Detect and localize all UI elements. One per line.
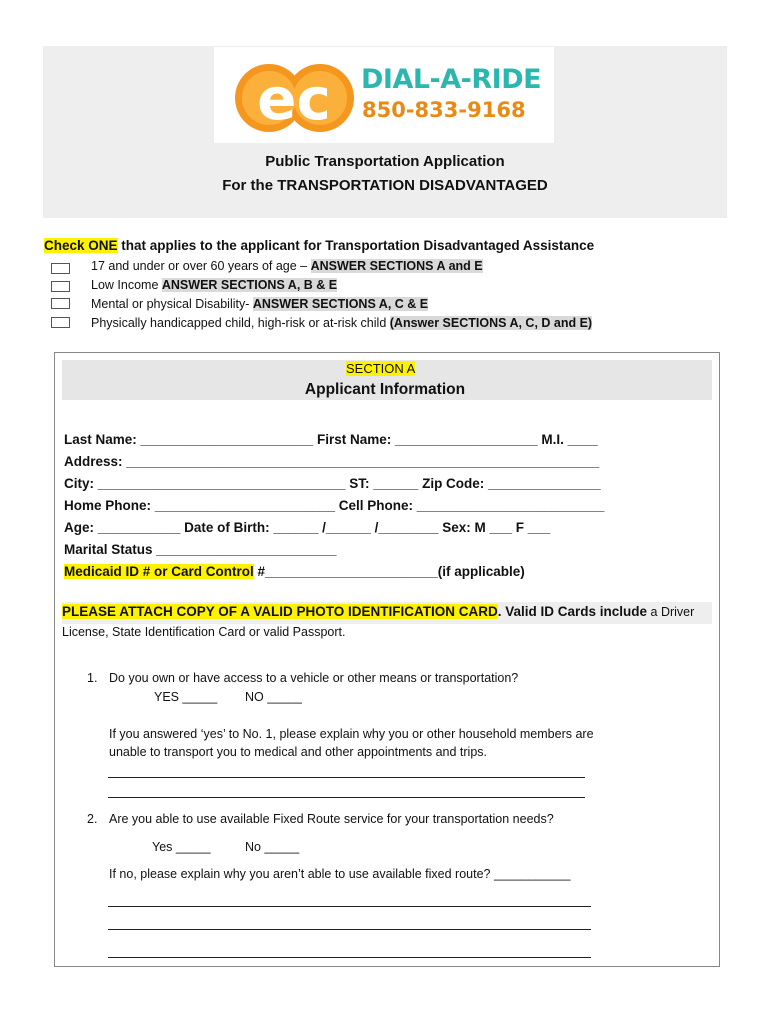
dial-a-ride-logo (214, 47, 554, 143)
q1-text: Do you own or have access to a vehicle or other means or transportation? (109, 671, 519, 685)
logo-letters: ec (257, 65, 331, 133)
option-child-text: Physically handicapped child, high-risk or at-risk child (91, 316, 390, 330)
option-age (91, 259, 483, 273)
page-subtitle: For the TRANSPORTATION DISADVANTAGED (222, 177, 548, 194)
check-one-lead: Check ONE (44, 238, 118, 253)
q2-yes[interactable]: Yes _____ (152, 840, 211, 854)
q1-followup-line1: If you answered ‘yes’ to No. 1, please explain why you or other household members are (109, 727, 594, 741)
q2-answer-line-3[interactable] (108, 957, 591, 958)
city-state-zip-fields[interactable]: City: _________________________________ ST: ______ Zip Code: _______________ (64, 476, 601, 491)
q1-followup-line2: unable to transport you to medical and other appointments and trips. (109, 745, 488, 759)
attach-id-mid: . Valid ID Cards include (497, 604, 648, 619)
logo-phone: 850-833-9168 (362, 98, 526, 122)
q2-number: 2. (87, 812, 98, 826)
q1-answer-line-1[interactable] (108, 777, 585, 778)
age-dob-sex-fields[interactable]: Age: ___________ Date of Birth: ______ /______ /________ Sex: M ___ F ___ (64, 520, 551, 535)
option-disability (91, 297, 428, 311)
option-checkbox-low-income[interactable] (51, 281, 70, 292)
option-child-tag: (Answer SECTIONS A, C, D and E) (389, 316, 593, 330)
q2-followup: If no, please explain why you aren’t able to use available fixed route? ___________ (109, 867, 571, 881)
name-fields[interactable]: Last Name: _______________________ First Name: ___________________ M.I. ____ (64, 432, 598, 447)
section-a-title: Applicant Information (304, 381, 466, 398)
q2-text: Are you able to use available Fixed Route service for your transportation needs? (109, 812, 554, 826)
q1-no[interactable]: NO _____ (245, 690, 302, 704)
page-title: Public Transportation Application (265, 153, 505, 170)
section-a-label: SECTION A (346, 361, 416, 376)
q1-yes[interactable]: YES _____ (154, 690, 218, 704)
attach-id-lead: PLEASE ATTACH COPY OF A VALID PHOTO IDENTIFICATION CARD (62, 604, 498, 619)
option-checkbox-age[interactable] (51, 263, 70, 274)
attach-id-notice (62, 604, 694, 619)
option-age-text: 17 and under or over 60 years of age – (91, 259, 311, 273)
option-low-income (91, 278, 337, 292)
q2-answer-line-1[interactable] (108, 906, 591, 907)
option-low-income-tag: ANSWER SECTIONS A, B & E (161, 278, 338, 292)
check-one-rest: that applies to the applicant for Transportation Disadvantaged Assistance (117, 238, 595, 253)
marital-status-field[interactable]: Marital Status ________________________ (64, 542, 337, 557)
phone-fields[interactable]: Home Phone: ________________________ Cell Phone: _________________________ (64, 498, 605, 513)
medicaid-id-field[interactable] (64, 564, 525, 579)
q2-answer-line-2[interactable] (108, 929, 591, 930)
attach-id-line2: License, State Identification Card or valid Passport. (62, 625, 346, 639)
option-disability-text: Mental or physical Disability- (91, 297, 253, 311)
medicaid-id-label: Medicaid ID # or Card Control (64, 564, 254, 579)
q1-answer-line-2[interactable] (108, 797, 585, 798)
option-age-tag: ANSWER SECTIONS A and E (310, 259, 483, 273)
logo-title: DIAL-A-RIDE (361, 64, 542, 95)
check-one-heading (44, 238, 594, 253)
option-disability-tag: ANSWER SECTIONS A, C & E (252, 297, 429, 311)
medicaid-id-blank: #_______________________(if applicable) (253, 564, 525, 579)
option-checkbox-child[interactable] (51, 317, 70, 328)
attach-id-tail: a Driver (647, 605, 695, 619)
q2-no[interactable]: No _____ (245, 840, 300, 854)
option-checkbox-disability[interactable] (51, 298, 70, 309)
option-child (91, 316, 592, 330)
address-field[interactable]: Address: _______________________________________________________________ (64, 454, 600, 469)
q1-number: 1. (87, 671, 98, 685)
option-low-income-text: Low Income (91, 278, 162, 292)
